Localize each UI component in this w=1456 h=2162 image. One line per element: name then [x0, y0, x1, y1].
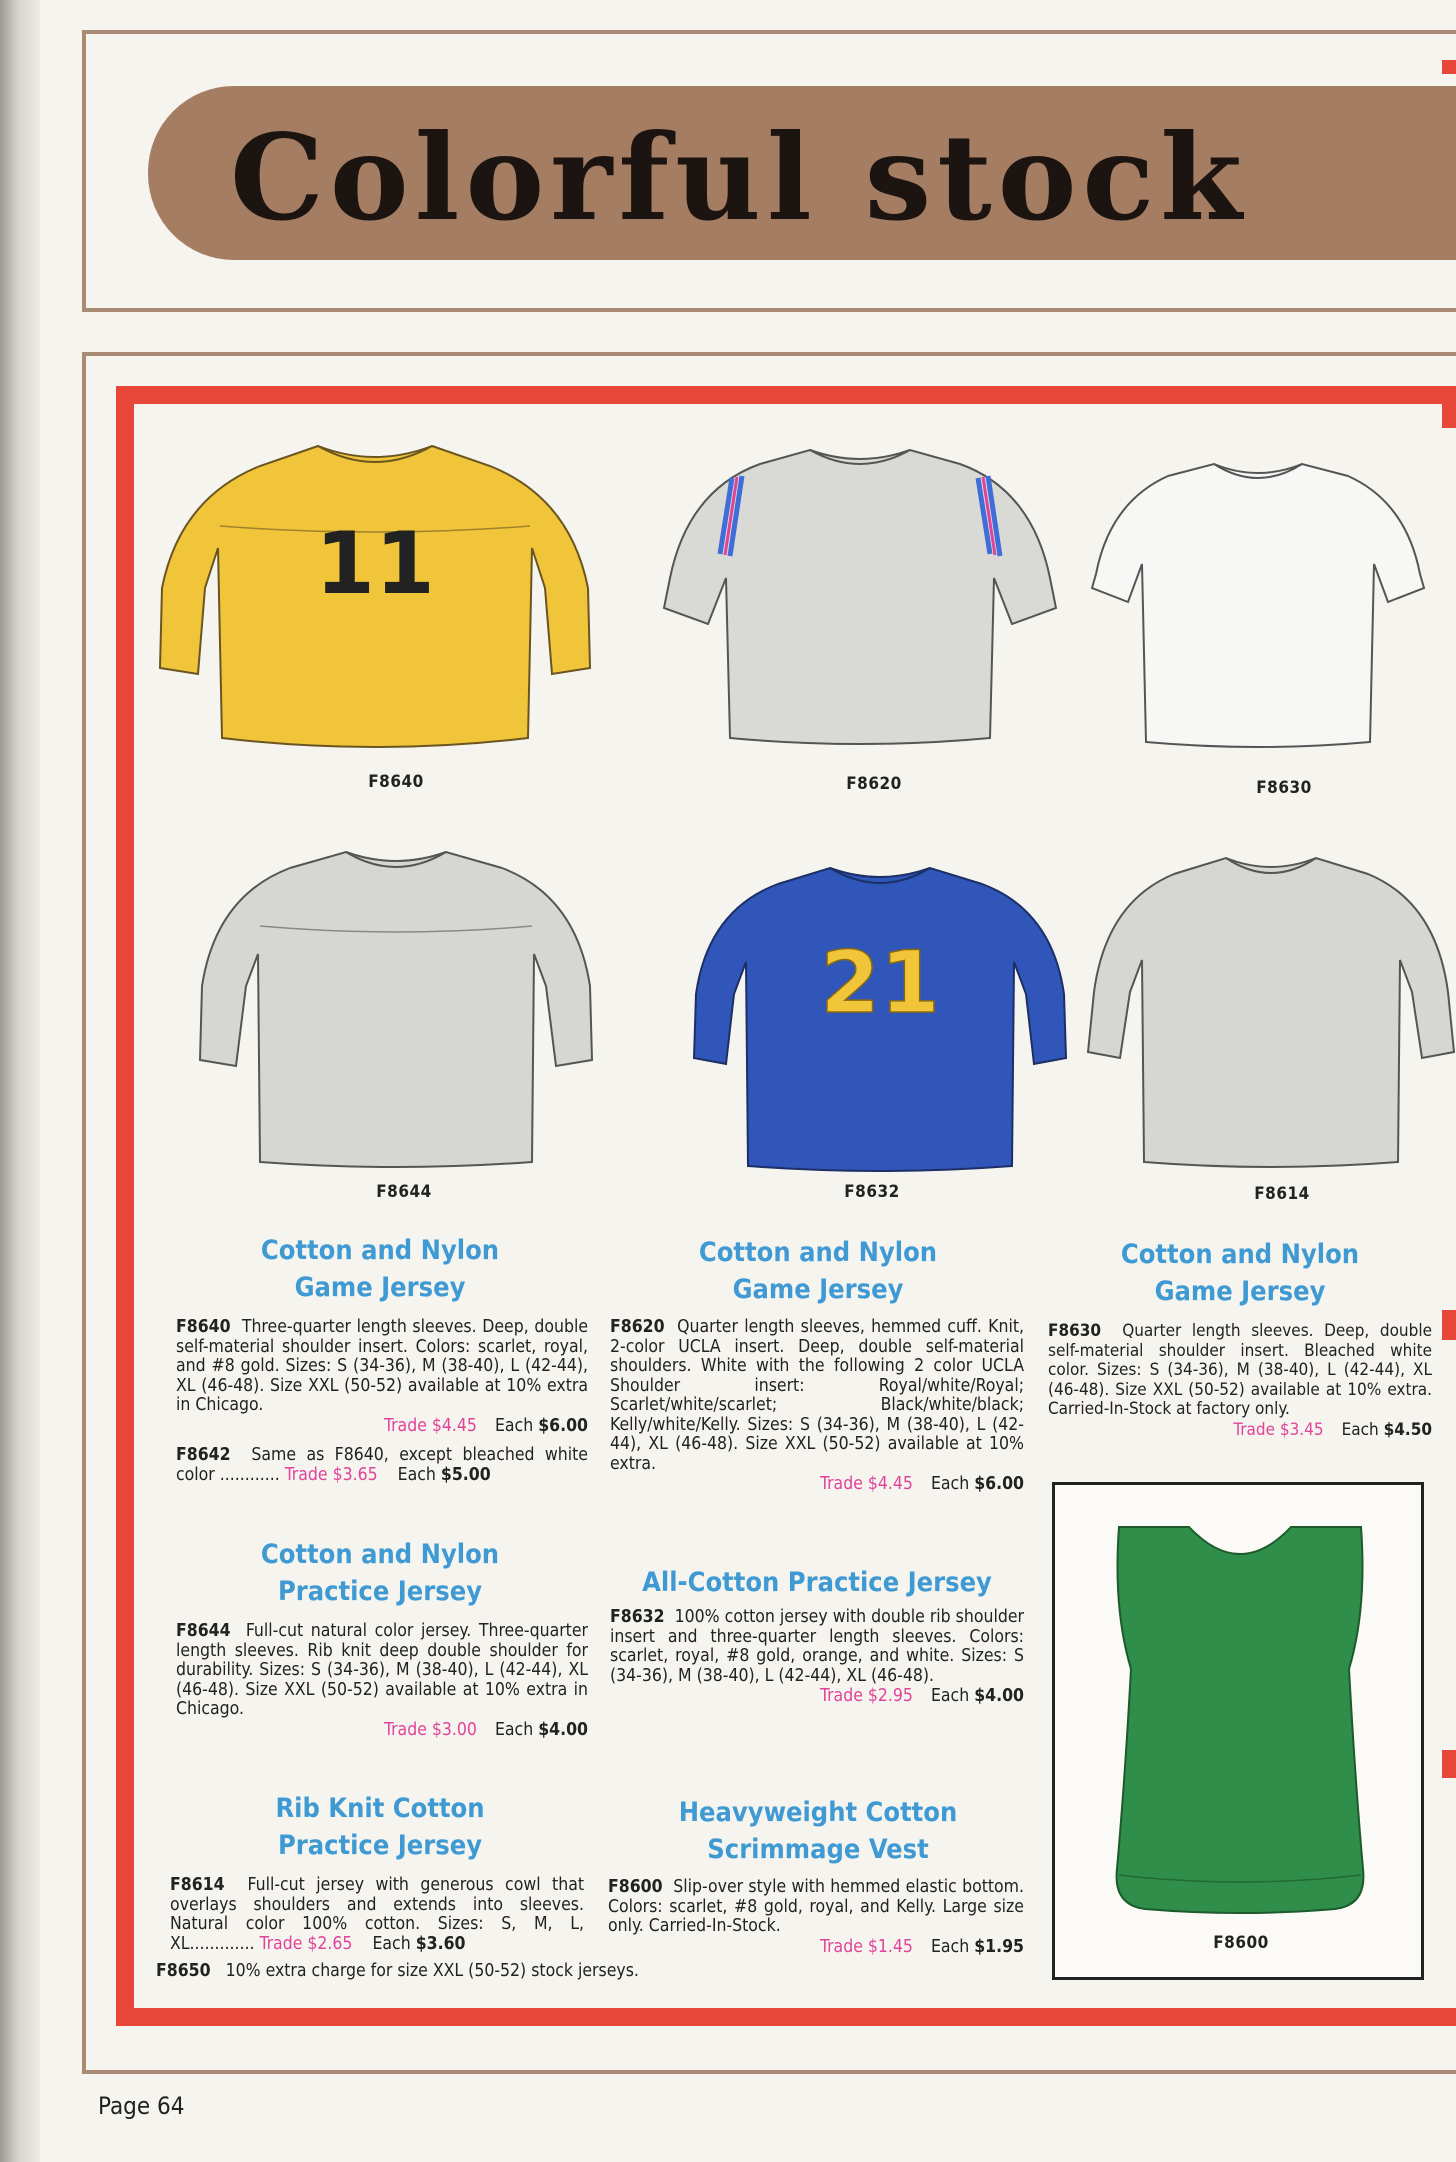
product-code: F8632: [610, 1607, 665, 1627]
vest-illustration-box: [1052, 1482, 1424, 1980]
product-description: [610, 1318, 1024, 1495]
each-price: Each $6.00: [930, 1474, 1024, 1494]
product-heading: [612, 1794, 1024, 1868]
header-band: [148, 86, 1456, 260]
product-heading: All-Cotton Practice Jersey: [642, 1567, 992, 1598]
jersey-code-label: F8632: [844, 1182, 900, 1202]
vest-icon: [1105, 1519, 1375, 1915]
price-line: [608, 1938, 1024, 1958]
jersey-icon: [1088, 454, 1428, 764]
each-price: Each $4.00: [494, 1719, 588, 1740]
product-text: Full-cut natural color jersey. Three-quarter length sleeves. Rib knit deep double shoulder for durability. Sizes: S (34-36), M (38-40), L (42-44), XL (46-48). Size XXL (50-52) available at 10% extra in Chicago.: [176, 1621, 589, 1719]
product-text: Full-cut jersey with generous cowl that overlays shoulders and extends into sleeves. Natural color 100% cotton. Sizes: S, M, L, XL.............: [170, 1875, 585, 1954]
each-price: Each $5.00: [397, 1464, 491, 1485]
product-code: F8630: [1048, 1321, 1102, 1341]
product-code: F8640: [176, 1317, 231, 1337]
jersey-body: [664, 450, 1056, 744]
each-price: Each $1.95: [930, 1936, 1024, 1957]
footnote-text: 10% extra charge for size XXL (50-52) stock jerseys.: [225, 1961, 639, 1981]
trade-price: Trade $2.95: [820, 1686, 913, 1706]
product-description: [170, 1876, 584, 1954]
product-description: [176, 1446, 588, 1485]
price-line: [610, 1687, 1024, 1707]
product-description: [176, 1622, 588, 1740]
footnote-code: F8650: [156, 1961, 211, 1981]
svg-text:21: 21: [820, 933, 940, 1033]
trade-price: Trade $3.00: [384, 1719, 477, 1740]
product-code: F8614: [170, 1875, 225, 1895]
heading-line: Practice Jersey: [277, 1576, 483, 1607]
jersey-icon: [196, 846, 596, 1176]
jersey-icon: [1086, 852, 1456, 1182]
jersey-code-label: F8644: [376, 1182, 432, 1202]
jersey-body: [200, 852, 592, 1167]
frame-rule-top: [82, 352, 1456, 356]
footnote: [156, 1962, 856, 1982]
heading-line: Game Jersey: [732, 1274, 904, 1305]
product-heading: [1040, 1236, 1440, 1310]
svg-text:11: 11: [315, 514, 435, 614]
trade-price: Trade $3.65: [284, 1464, 378, 1485]
jersey-icon: [150, 438, 600, 768]
heading-line: Cotton and Nylon: [1120, 1239, 1360, 1270]
heading-line: Cotton and Nylon: [260, 1539, 500, 1570]
product-text: Same as F8640, except bleached white color ............: [176, 1445, 588, 1485]
edge-stripe: [1442, 60, 1456, 74]
product-description: [176, 1318, 588, 1436]
header-rule-left: [82, 30, 86, 312]
jersey-code-label: F8614: [1254, 1184, 1310, 1204]
edge-stripe: [1442, 400, 1456, 428]
each-price: Each $4.50: [1341, 1419, 1432, 1440]
product-code: F8600: [608, 1877, 663, 1897]
trade-price: Trade $3.45: [1233, 1419, 1324, 1440]
heading-line: Practice Jersey: [277, 1830, 483, 1861]
product-heading: [176, 1232, 584, 1306]
heading-line: Heavyweight Cotton: [678, 1797, 958, 1828]
trade-price: Trade $4.45: [820, 1474, 913, 1494]
edge-stripe: [1442, 1750, 1456, 1778]
heading-line: Scrimmage Vest: [707, 1834, 929, 1865]
edge-stripe: [1442, 1310, 1456, 1340]
product-description: [608, 1878, 1024, 1957]
heading-line: Rib Knit Cotton: [275, 1793, 485, 1824]
vest-body: [1117, 1527, 1364, 1913]
trade-price: Trade $4.45: [384, 1415, 477, 1436]
product-heading: [176, 1790, 584, 1864]
product-text: Three-quarter length sleeves. Deep, double self-material shoulder insert. Colors: scarlet, royal, and #8 gold. Sizes: S (34-36), M (38-40), L (42-44), XL (46-48). Size XXL (50-52) available at 10% extra in Chicago.: [176, 1317, 589, 1415]
product-text: Quarter length sleeves. Deep, double self-material shoulder insert. Bleached white color. Sizes: S (34-36), M (38-40), L (42-44), XL (46-48). Size XXL (50-52) available at 10% extra. Carried-In-Stock at factory only.: [1048, 1321, 1432, 1419]
product-text: Slip-over style with hemmed elastic bottom. Colors: scarlet, #8 gold, royal, and Kelly. Large size only. Carried-In-Stock.: [608, 1877, 1024, 1936]
product-code: F8644: [176, 1621, 231, 1641]
heading-line: Cotton and Nylon: [260, 1235, 500, 1266]
each-price: Each $3.60: [372, 1933, 466, 1954]
frame-rule-bottom: [82, 2070, 1456, 2074]
price-line: [176, 1721, 588, 1741]
header-rule-bottom: [82, 308, 1456, 312]
jersey-code-label: F8630: [1256, 778, 1312, 798]
jersey-body: [1088, 858, 1454, 1167]
heading-line: Game Jersey: [1154, 1276, 1326, 1307]
product-text: 100% cotton jersey with double rib shoulder insert and three-quarter length sleeves. Colors: scarlet, royal, #8 gold, orange, and white. Sizes: S (34-36), M (38-40), L (42-44), XL (46-48).: [610, 1607, 1025, 1686]
heading-line: Game Jersey: [294, 1272, 466, 1303]
vest-code-label: F8600: [1213, 1933, 1269, 1953]
heading-line: Cotton and Nylon: [698, 1237, 938, 1268]
each-price: Each $4.00: [930, 1686, 1024, 1706]
price-line: [176, 1417, 588, 1437]
price-line: [1048, 1421, 1432, 1441]
jersey-body: [1092, 464, 1424, 747]
jersey-code-label: F8640: [368, 772, 424, 792]
each-price: Each $6.00: [494, 1415, 588, 1436]
jersey-icon: [692, 862, 1068, 1180]
price-line: [610, 1475, 1024, 1495]
product-heading: [612, 1234, 1024, 1308]
product-code: F8620: [610, 1317, 665, 1337]
page-title: Colorful stock: [230, 108, 1249, 247]
product-text: Quarter length sleeves, hemmed cuff. Knit, 2-color UCLA insert. Deep, double self-material shoulders. White with the following 2 color UCLA Shoulder insert: Royal/white/Royal; Scarlet/white/scarlet; Black/white/black; Kelly/white/Kelly. Sizes: S (34-36), M (38-40), L (42-44), XL (46-48). Size XXL (50-52) available at 10% extra.: [610, 1317, 1024, 1474]
product-description: [610, 1608, 1024, 1707]
product-description: [1048, 1322, 1432, 1440]
frame-rule-left: [82, 352, 86, 2074]
page-number: Page 64: [98, 2092, 185, 2120]
header-rule-top: [82, 30, 1456, 34]
product-heading: [176, 1536, 584, 1610]
jersey-icon: [660, 438, 1060, 764]
trade-price: Trade $1.45: [820, 1936, 913, 1957]
product-code: F8642: [176, 1445, 231, 1465]
jersey-code-label: F8620: [846, 774, 902, 794]
page-binding-shadow: [0, 0, 40, 2162]
trade-price: Trade $2.65: [259, 1933, 353, 1954]
